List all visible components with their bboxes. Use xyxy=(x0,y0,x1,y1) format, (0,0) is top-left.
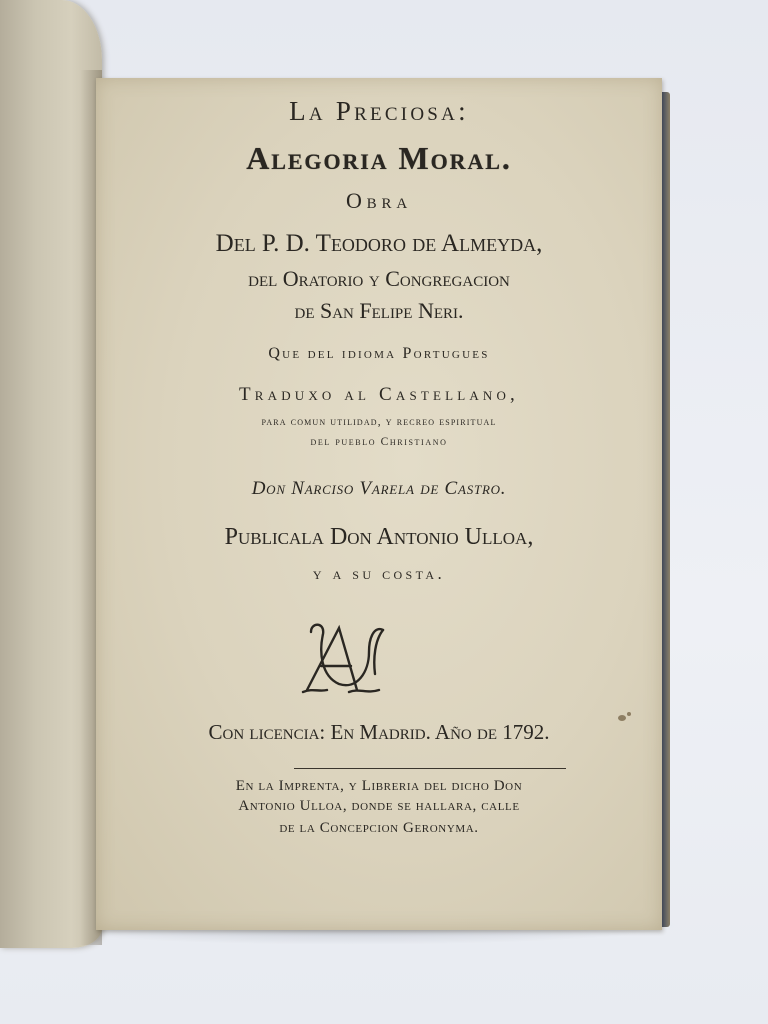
utilidad-line-2: del pueblo Christiano xyxy=(310,436,448,448)
translator-line: Don Narciso Varela de Castro. xyxy=(251,478,507,499)
imprenta-line-3: de la Concepcion Geronyma. xyxy=(279,820,479,836)
foxing-spot xyxy=(627,712,631,716)
title-line-2: Alegoria Moral. xyxy=(246,140,512,176)
title-page xyxy=(96,78,662,930)
author-line-3: de San Felipe Neri. xyxy=(294,298,464,323)
imprenta-line-1: En la Imprenta, y Libreria del dicho Don xyxy=(235,778,523,794)
traduxo-line: Traduxo al Castellano, xyxy=(239,384,519,405)
foxing-spot xyxy=(618,715,626,721)
imprenta-line-2: Antonio Ulloa, donde se hallara, calle xyxy=(238,798,520,814)
publisher-line-2: y a su costa. xyxy=(312,564,446,583)
divider-rule xyxy=(294,768,566,769)
licencia-line: Con licencia: En Madrid. Año de 1792. xyxy=(208,720,550,744)
author-line-1: Del P. D. Teodoro de Almeyda, xyxy=(215,230,543,257)
publisher-line-1: Publicala Don Antonio Ulloa, xyxy=(224,524,534,550)
au-monogram-icon xyxy=(299,618,389,698)
left-page-curl xyxy=(0,0,102,948)
author-line-2: del Oratorio y Congregacion xyxy=(248,266,510,291)
idioma-line: Que del idioma Portugues xyxy=(268,345,490,362)
utilidad-line-1: para comun utilidad, y recreo espiritual xyxy=(261,416,497,428)
obra-label: Obra xyxy=(345,188,413,213)
title-line-1: La Preciosa: xyxy=(289,96,469,126)
